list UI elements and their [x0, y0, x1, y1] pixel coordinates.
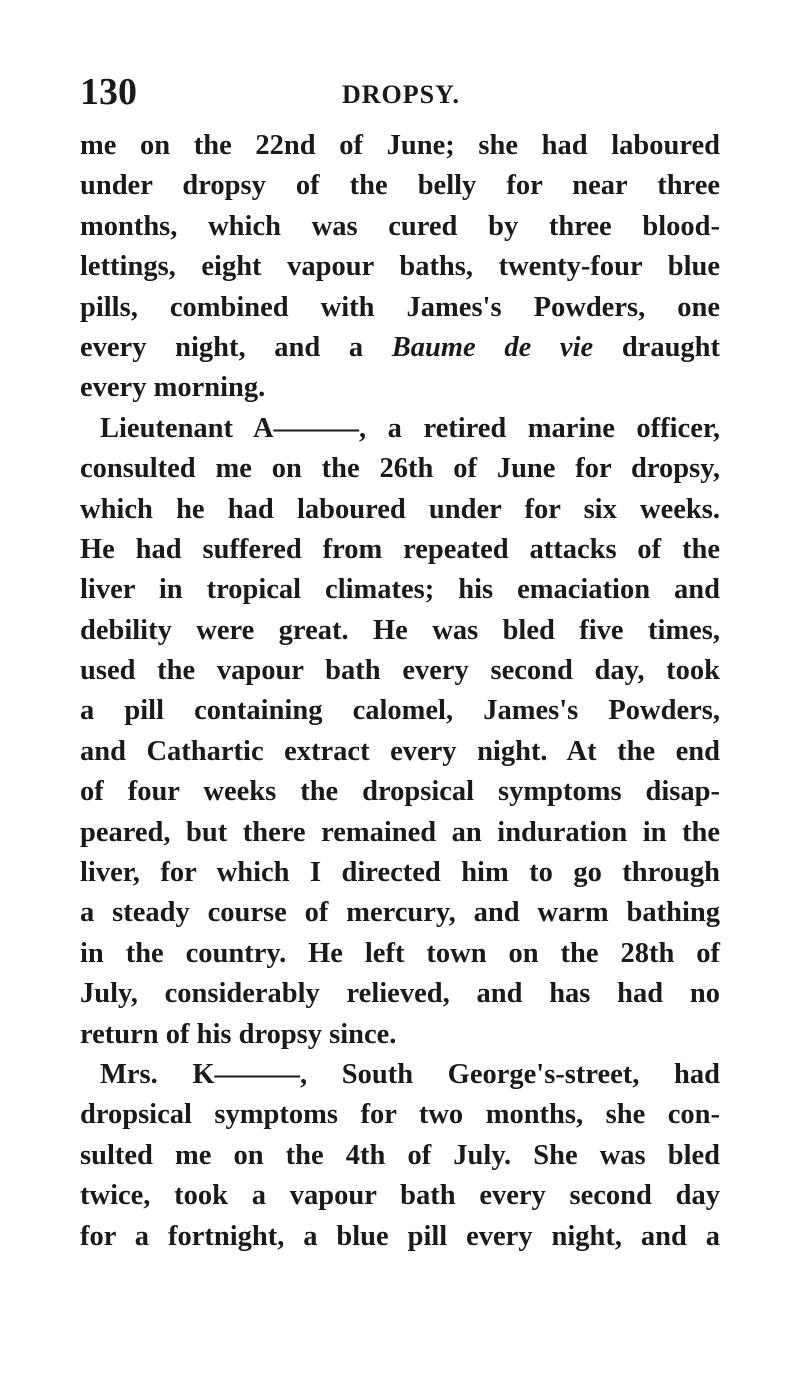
text-line: liver, for which I directed him to go through	[80, 857, 720, 889]
text-line: in the country. He left town on the 28th of	[80, 937, 720, 969]
body-text	[80, 126, 720, 1257]
page-number: 130	[80, 71, 137, 113]
text-line: a pill containing calomel, James's Powders,	[80, 695, 720, 727]
text-line: twice, took a vapour bath every second day	[80, 1180, 720, 1212]
text-line: dropsical symptoms for two months, she con-	[80, 1099, 720, 1131]
text-line: which he had laboured under for six weeks.	[80, 493, 720, 525]
text-line: me on the 22nd of June; she had laboured	[80, 130, 720, 161]
text-line: months, which was cured by three blood-	[80, 210, 720, 242]
text-line: under dropsy of the belly for near three	[80, 170, 720, 202]
text-line: consulted me on the 26th of June for dropsy,	[80, 453, 720, 485]
text-line: and Cathartic extract every night. At the end	[80, 735, 720, 767]
text-line: liver in tropical climates; his emaciation and	[80, 574, 720, 606]
italic-phrase: Baume de vie	[391, 331, 594, 363]
text-line: used the vapour bath every second day, took	[80, 655, 720, 687]
text-segment: draught	[593, 331, 721, 363]
text-line	[80, 328, 720, 368]
text-segment: every night, and a	[80, 331, 392, 363]
text-line: peared, but there remained an induration in the	[80, 816, 720, 848]
text-line: debility were great. He was bled five times,	[80, 614, 720, 646]
text-line: a steady course of mercury, and warm bathing	[80, 897, 720, 929]
running-head	[80, 70, 720, 120]
paragraph-first-line: Lieutenant A———, a retired marine officer,	[100, 412, 720, 444]
text-line: for a fortnight, a blue pill every night, and a	[80, 1220, 720, 1252]
text-line: pills, combined with James's Powders, one	[80, 291, 720, 323]
paragraph-first-line: Mrs. K———, South George's-street, had	[100, 1058, 720, 1090]
text-line: July, considerably relieved, and has had no	[80, 978, 720, 1010]
text-line: of four weeks the dropsical symptoms disap-	[80, 776, 720, 808]
text-line: lettings, eight vapour baths, twenty-four blue	[80, 251, 720, 283]
running-title: DROPSY.	[342, 80, 461, 109]
text-line: He had suffered from repeated attacks of the	[80, 533, 720, 565]
text-line: every morning.	[80, 372, 266, 404]
text-line: sulted me on the 4th of July. She was bled	[80, 1139, 720, 1171]
text-line: return of his dropsy since.	[80, 1018, 397, 1050]
